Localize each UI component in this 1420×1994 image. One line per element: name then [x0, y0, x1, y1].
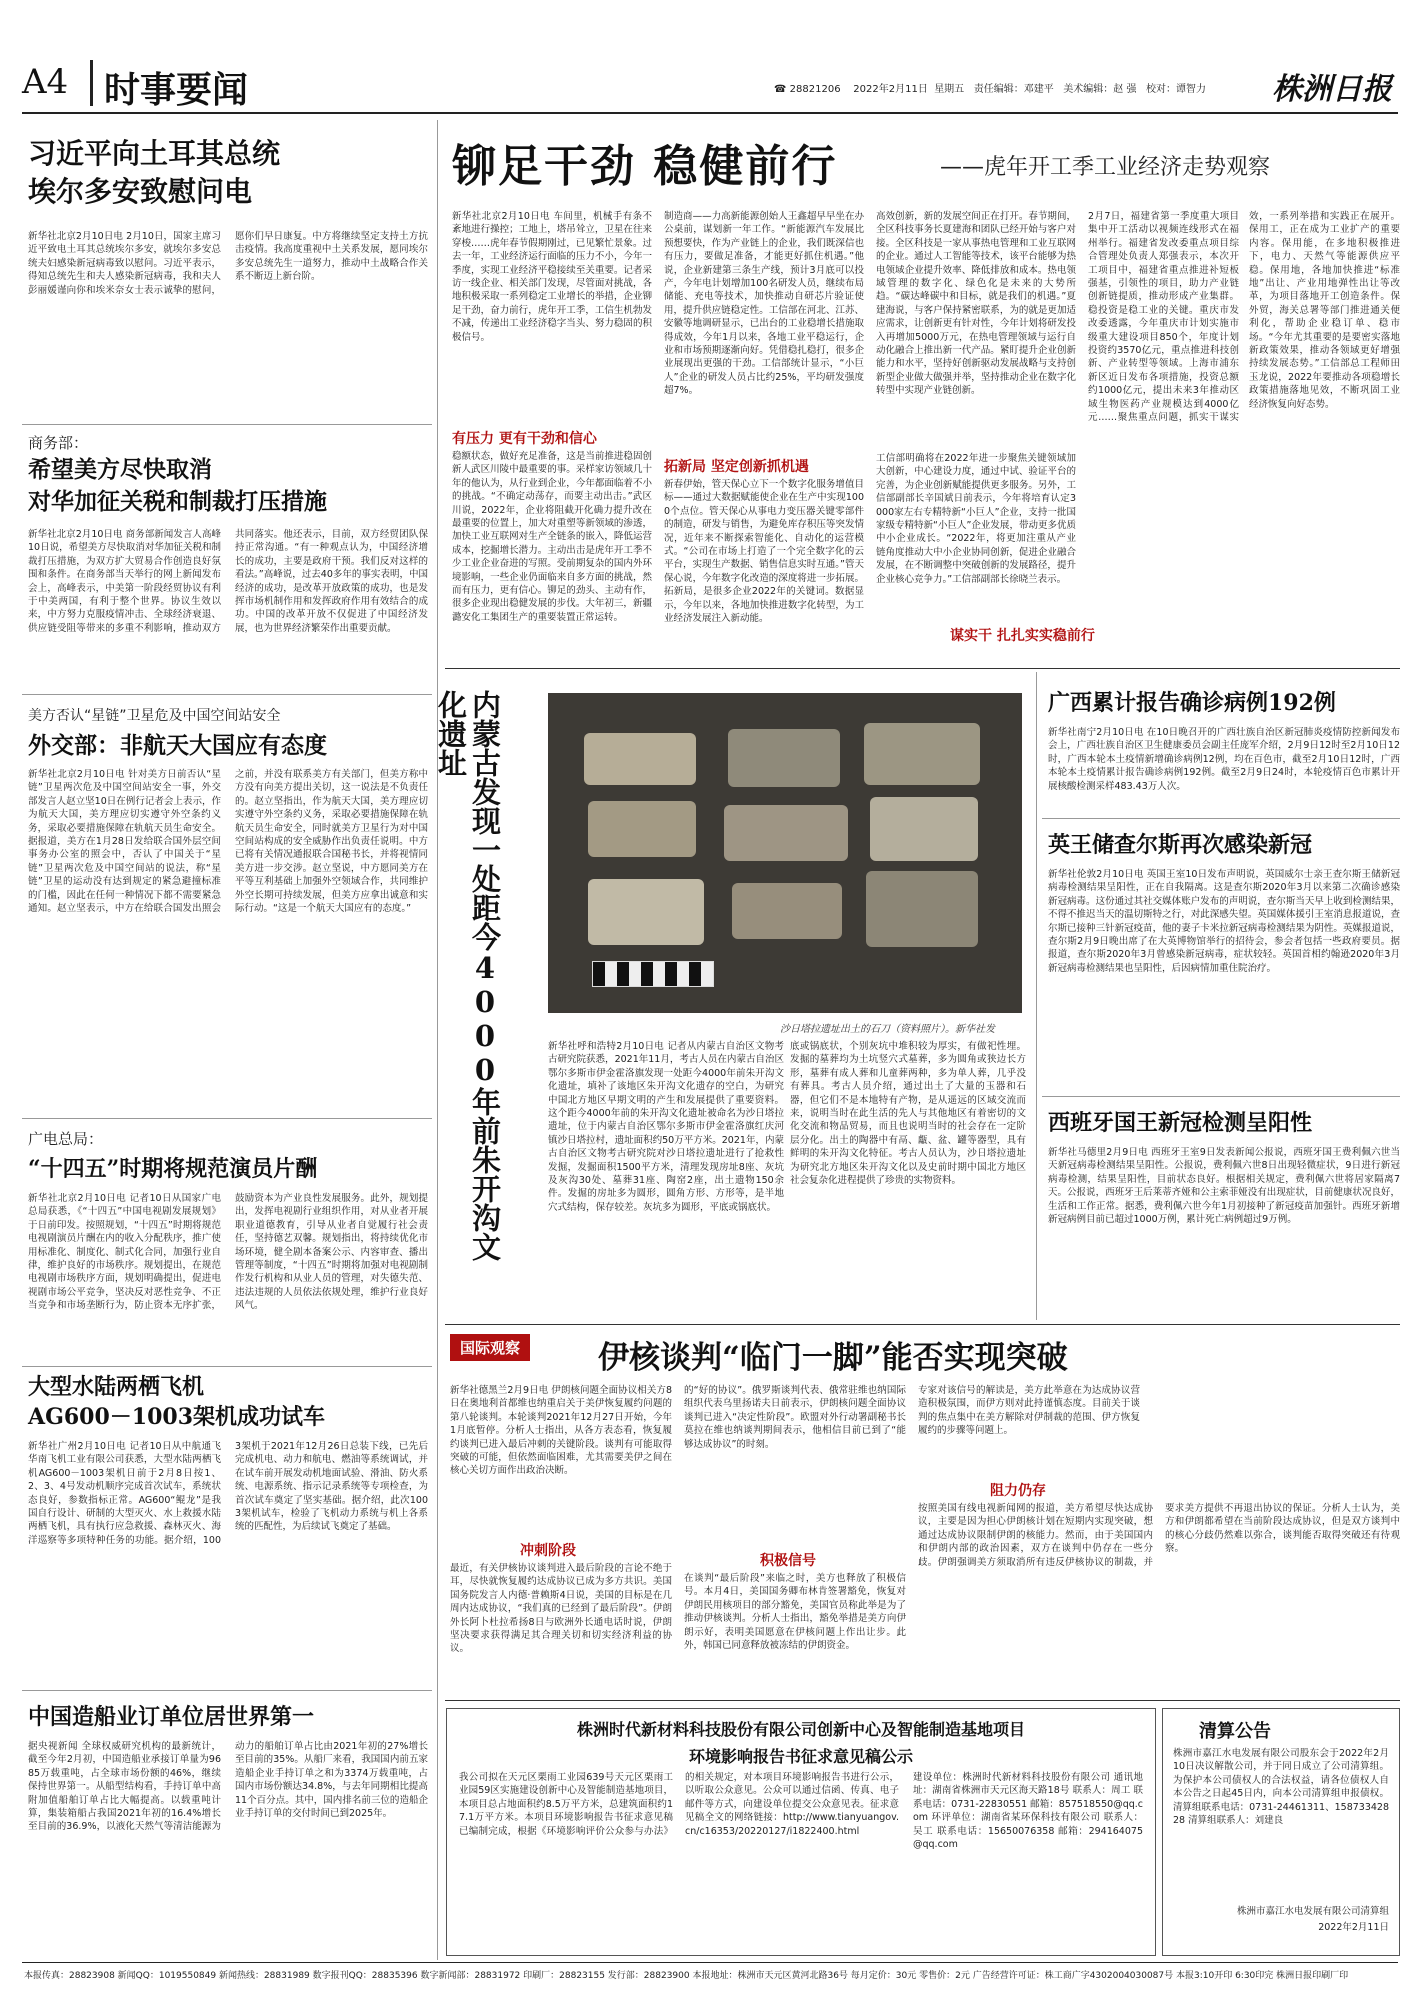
- lead-subhead-1: 有压力 更有干劲和信心: [452, 431, 597, 447]
- right2-body: 新华社伦敦2月10日电 英国王室10日发布声明说，英国威尔士亲王查尔斯王储新冠病毒检测结果呈阳性，正在自我隔离。这是查尔斯2020年3月以来第二次确诊感染新冠病毒。这份通过其社交媒体账户发布的声明说，查尔斯当天早上收到检测结果，不得不推迟当天的温切斯特之行，对此深感失望。英国媒体援引王室消息报道说，查尔斯已接种三针新冠疫苗，他的妻子卡米拉新冠病毒检测结果为阴性。英媒报道说，查尔斯2月9日晚出席了在大英博物馆举行的招待会，参会者包括一些政府要员。据报道，查尔斯2020年3月曾感染新冠病毒，症状较轻。英国首相约翰逊2020年3月新冠病毒检测结果也呈阳性，后因病情加重住院治疗。: [1048, 869, 1400, 974]
- intl-body-5: 专家对该信号的解读是，美方此举意在为达成协议营造积极氛围，而伊方则对此持谨慎态度。目前关于谈判的焦点集中在美方解除对伊制裁的范围、伊方恢复履约的步骤等问题上。: [918, 1385, 1140, 1437]
- stone-knife: [728, 729, 840, 787]
- right3-title: 西班牙国王新冠检测呈阳性: [1048, 1110, 1313, 1136]
- art3-kicker: 美方否认“星链”卫星危及中国空间站安全: [28, 708, 281, 724]
- lead-body-6: 工信部明确将在2022年进一步聚焦关键领域加大创新，中心建设力度，通过中试、验证平台的完善，为企业创新赋能提供更多服务。另外，工信部副部长辛国斌日前表示，今年将培育认定3000家左右专精特新“小巨人”企业，支持一批国家级专精特新“小巨人”企业发展，带动更多优质中小企业成长。“2022年，将更加注重从产业链角度推动大中小企业协同创新，促进企业融合发展，在不断调整中突破创新的发展路径，提升企业核心竞争力。”工信部副部长徐晓兰表示。: [876, 453, 1076, 585]
- lead-body-7: 2月7日，福建省第一季度重大项目集中开工活动以视频连线形式在福州举行。福建省发改委重点项目综合管理处负责人郑强表示，本次开工项目中，福建省重点推进补短板强基，引领性的项目，助力产业链创新链提质，推动形成产业集群。稳投资是稳工业的关键。重庆市发改委透露，今年重庆市计划实施市级重大建设项目850个，年度计划投资约3570亿元，重点推进科技创新、产业转型等领域。上海市浦东新区近日发布各项措施，投资总额约1000亿元，提出未来3年推动区域生物医药产业规模达到4000亿元……聚焦重点问题，抓实干谋实效，一系列举措和实践正在展开。保用工，正在成为工业扩产的重要内容。保用能，在多地积极推进下，电力、天然气等能源供应平稳。保用地，各地加快推进“标准地”出让、产业用地弹性出让等改革，为项目落地开工创造条件。保外贸，海关总署等部门推进通关便利化，帮助企业稳订单、稳市场。“今年尤其重要的是要密实落地新政策效果，推动各领域更好增强持续发展态势。”工信部总工程师田玉龙说，2022年要推动各项稳增长政策措施落地见效，不断巩固工业经济恢复向好态势。: [1088, 211, 1400, 424]
- stone-knife: [724, 805, 848, 861]
- art5-title-line1: 大型水陆两栖飞机: [28, 1374, 205, 1400]
- art4-kicker: 广电总局：: [28, 1130, 104, 1148]
- header-editor: 责任编辑：邓建平: [973, 84, 1054, 95]
- right3-body: 新华社马德里2月9日电 西班牙王室9日发表新闻公报说，西班牙国王费利佩六世当天新冠病毒检测结果呈阳性。公报说，费利佩六世8日出现轻微症状，9日进行新冠病毒检测，结果呈阳性，目前状态良好。根据相关规定，费利佩六世将居家隔离7天。公报说，西班牙王后莱蒂齐娅和公主索菲娅没有出现症状，目前健康状况良好，生活和工作正常。据悉，费利佩六世今年1月初接种了新冠疫苗加强针。西班牙新增新冠病例目前已超过1000万例，累计死亡病例超过9万例。: [1048, 1147, 1400, 1226]
- inner-vertical-title: 内蒙古发现一处距今4000年前朱开沟文化遗址: [434, 690, 502, 1261]
- stone-knife: [588, 801, 696, 857]
- divider: [22, 694, 432, 695]
- art3-body: 新华社北京2月10日电 针对美方日前否认“星链”卫星两次危及中国空间站安全一事，外交部发言人赵立坚10日在例行记者会上表示，作为航天大国，美方理应切实遵守外空条约义务，采取必要措施保障在轨航天员生命安全。据报道，美方在1月28日发给联合国外层空间事务办公室的照会中，否认了中国关于“星链”卫星两次危及中国空间站的说法，称“星链”卫星的运动没有达到规定的紧急避撞标准的门槛，因此在任何一种情况下都不需要紧急通知。赵立坚表示，中方在给联合国发出照会之前，并没有联系美方有关部门，但美方称中方没有向美方提出关切，这一说法是不负责任的。赵立坚指出，作为航天大国，美方理应切实遵守外空条约义务，采取必要措施保障在轨航天员生命安全，同时就美方卫星行为对中国空间站构成的安全威胁作出负责任说明。中方已将有关情况通报联合国秘书长，并将视情同美方进一步交涉。赵立坚说，中方愿同美方在平等互利基础上加强外空领域合作，共同维护外空长期可持续发展，但美方应拿出诚意和实际行动。“这是一个航天大国应有的态度。”: [28, 769, 428, 915]
- art2-title-line1: 希望美方尽快取消: [28, 456, 212, 483]
- divider: [1042, 1096, 1400, 1097]
- ad1-contact: 建设单位：株洲时代新材料科技股份有限公司 通讯地址：湖南省株洲市天元区海天路18号 联系人：周工 联系电话：0731-22830551 邮箱：857518550@qq.com 环评单位：湖南省某环保科技有限公司 联系人：吴工 联系电话：15650076358 邮箱：294164075@qq.com: [913, 1772, 1143, 1851]
- art1-title-line2: 埃尔多安致慰问电: [28, 175, 253, 208]
- page-number: A4: [22, 62, 69, 102]
- divider: [22, 1690, 432, 1691]
- lead-subtitle: ——虎年开工季工业经济走势观察: [940, 155, 1271, 180]
- stone-knife: [732, 883, 842, 939]
- divider: [1042, 818, 1400, 819]
- ad-liquidation: [1162, 1708, 1400, 1956]
- header-art-editor: 美术编辑：赵 强: [1063, 84, 1137, 95]
- header-proof: 校对：谭智力: [1146, 84, 1207, 95]
- column-divider: [1036, 672, 1037, 1320]
- inner-body-2: 底或锅底状，个别灰坑中堆积较为厚实，有做祀性埋。发掘的墓葬均为土坑竖穴式墓葬，多为圆角或狭边长方形，墓葬有成人葬和儿童葬两种，多为单人葬，几乎没有葬具。考古人员介绍，通过出土了大量的玉器和石器，但它们不是本地特有产物，是从遥远的区域交流而来，说明当时在此生活的先人与其他地区有着密切的文化交流和物品贸易，而且也说明当时的社会存在一定阶层分化。出土的陶器中有鬲、甗、盆、罐等器型，具有鲜明的朱开沟文化特征。考古人员认为，沙日塔拉遗址为研究北方地区朱开沟文化以及史前时期中国北方地区社会复杂化进程提供了珍贵的实物资料。: [790, 1041, 1026, 1187]
- ad2-body: 株洲市嘉江水电发展有限公司股东会于2022年2月10日决议解散公司，并于同日成立了公司清算组。为保护本公司债权人的合法权益，请各位债权人自本公告之日起45日内，向本公司清算组申报债权。清算组联系电话：0731-24461311、15873342828 清算组联系人：刘建良: [1173, 1748, 1389, 1827]
- intl-subhead-3: 阻力仍存: [990, 1483, 1046, 1499]
- divider: [22, 424, 432, 425]
- lead-body-3: 制造商——力高新能源创始人王鑫超早早坐在办公桌前，谋划新一年工作。“新能源汽车发展比预想要快，作为产业链上的企业，我们既深信也有压力，要做足准备，才能更好抓住机遇。”他说，企业新建第三条生产线，预计3月底可以投产，今年电计划增加100名研发人员，继续布局储能、充电等技术，加快推动自研芯片验证使用，提升供应链稳定性。工信部在河北、江苏、安徽等地调研显示，已出台的工业稳增长措施取得成效，今年1月以来，各地工业平稳运行，企业和市场预期逐渐向好。凭借稳扎稳打，很多企业展现出更强的干劲。工信部统计显示，“小巨人”企业的研发人员占比约25%，平均研发强度超7%。: [664, 211, 864, 397]
- art6-body: 据央视新闻 全球权威研究机构的最新统计，截至今年2月初，中国造船业承接订单量为9685万载重吨，占全球市场份额的46%，继续保持世界第一。从船型结构看，手持订单中高附加值船舶订单占比大幅提高。以载重吨计算，集装箱船占我国2021年初的16.4%增长至目前的36.9%，以液化天然气等清洁能源为动力的船舶订单占比由2021年初的27%增长至目前的35%。从船厂来看，我国国内前五家造船企业手持订单之和为3374万载重吨，占国内市场份额达34.8%，与去年同期相比提高11个百分点。其中，国内排名前三位的造船企业手持订单的交付时间已到2025年。: [28, 1741, 428, 1833]
- ad2-title: 清算公告: [1199, 1721, 1271, 1742]
- photo-caption: 沙日塔拉遗址出土的石刀（资料照片）。新华社发: [780, 1024, 995, 1035]
- art4-body: 新华社北京2月10日电 记者10日从国家广电总局获悉，《“十四五”中国电视剧发展规划》于日前印发。按照规划，“十四五”时期将规范电视剧演员片酬在内的收入分配秩序，推广使用标准化、制度化、制式化合同，加强行业自律，维护良好的市场秩序。规划提出，在规范电视剧市场秩序方面，规划明确提出，促进电视剧市场公平竞争，坚决反对恶性竞争、不正当竞争和市场垄断行为，防止资本无序扩张，鼓励资本为产业良性发展服务。此外，规划提出，发挥电视剧行业组织作用，对从业者开展职业道德教育，引导从业者自觉履行社会责任，坚持德艺双馨。规划指出，将持续优化市场环境，健全剧本备案公示、内容审查、播出管理等制度，“十四五”时期将加强对电视剧制作发行机构和从业人员的管理，对失德失范、违法违规的人员依法依规处理，维护行业良好风气。: [28, 1193, 428, 1312]
- right1-body: 新华社南宁2月10日电 在10日晚召开的广西壮族自治区新冠肺炎疫情防控新闻发布会上，广西壮族自治区卫生健康委员会副主任庞军介绍，2月9日12时至2月10日12时，广西本轮本土疫情新增确诊病例12例，均在百色市，截至2月10日12时，广西本轮本土疫情累计报告确诊病例192例。截至2月9日24时，本轮疫情百色市累计开展核酸检测采样483.43万人次。: [1048, 727, 1400, 792]
- artifact-photo: [548, 693, 1022, 1013]
- lead-body-1: 新华社北京2月10日电 车间里，机械手有条不紊地进行操控；工地上，塔吊耸立，卫星在往来穿梭……虎年春节假期刚过，已见繁忙景象。过去一年，工业经济运行面临的压力不小，今年一季度，实现工业经济平稳接续至关重要。记者采访一线企业、相关部门发现，尽管面对挑战，各地积极采取一系列稳定工业增长的举措，企业铆足干劲，奋力前行，虎年开工季，工信生机勃发不减，传递出工业经济稳字当头、努力稳固的积极信号。: [452, 211, 652, 343]
- art2-kicker: 商务部：: [28, 434, 89, 452]
- ad1-body: 我公司拟在天元区栗雨工业园639号天元区栗雨工业园59区实施建设创新中心及智能制造基地项目，本项目总占地面积约8.5万平方米，总建筑面积约17.1万平方米。本项目环境影响报告书征求意见稿已编制完成，根据《环境影响评价公众参与办法》的相关规定，对本项目环境影响报告书进行公示，以听取公众意见。公众可以通过信函、传真、电子邮件等方式，向建设单位提交公众意见表。征求意见稿全文的网络链接：http://www.tianyuangov.cn/c16353/20220127/i1822400.html: [459, 1772, 899, 1837]
- ad1-title2: 环境影响报告书征求意见稿公示: [688, 1747, 913, 1766]
- art5-title: [28, 1372, 438, 1432]
- ad2-date: 2022年2月11日: [1318, 1922, 1389, 1933]
- ad2-sign: 株洲市嘉江水电发展有限公司清算组: [1236, 1906, 1389, 1917]
- art1-title-line1: 习近平向土耳其总统: [28, 137, 281, 170]
- art1-title: [28, 135, 428, 211]
- stone-knife: [864, 723, 980, 785]
- divider: [22, 1118, 432, 1119]
- lead-body-5: 高效创新，新的发展空间正在打开。春节期间，全区科技事务长夏建海和团队已经开始与客户对接。全区科技是一家从事热电管理和工业互联网的企业。通过人工智能等技术，该平台能够为热电领域企业提升效率、降低排放和成本。热电领域管理的数字化、绿色化是未来的大势所趋。“碳达峰碳中和目标，就是我们的机遇。”夏建海说，与客户保持紧密联系，为的就是更加适应需求，让创新更有针对性，今年计划将研发投入再增加5000万元，在热电管理领域与运行自动化融合上推出新一代产品。紧盯提升企业创新能力和水平，坚持好创新驱动发展战略与支持创新型企业做大做强并举，坚持推动企业在数字化转型中实现产业链创新。: [876, 211, 1076, 397]
- intl-subhead-1: 冲刺阶段: [520, 1543, 576, 1559]
- intl-title: 伊核谈判“临门一脚”能否实现突破: [598, 1340, 1068, 1376]
- lead-subhead-3: 谋实干 扎扎实实稳前行: [950, 628, 1095, 644]
- art4-title: “十四五”时期将规范演员片酬: [28, 1156, 318, 1182]
- intl-body-4: 在谈判“最后阶段”来临之时，美方也释放了积极信号。本月4日，美国国务卿布林肯签署豁免，恢复对伊朗民用核项目的部分豁免，美国官员称此举是为了推动伊核谈判。分析人士指出，豁免举措是美方向伊朗示好，表明美国愿意在伊核问题上作出让步。此外，韩国已同意释放被冻结的伊朗资金。: [684, 1573, 906, 1652]
- art2-title-line2: 对华加征关税和制裁打压措施: [28, 488, 327, 515]
- lead-body-2: 稳额状态，做好充足准备，这是当前推进稳固创新人武区川陵中最重要的事。采样家访领域几十年的他认为，从行业到企业，今年都面临着不小的挑战。“不确定动荡存，而要主动出击。”武区川说，2022年，企业将阻截开化确力提升改在最重要的位置上，加大对重塑等新领域的渗透，加快工业互联网对生产全链条的嵌入，降低运营成本，挖掘增长潜力。主动出击是虎年开工季不少工业企业奋进的写照。受前期复杂的国内外环境影响，一些企业仍面临来自多方面的挑战，然而有压力，更有信心。铆足的劲头、主动有作，很多企业现出稳健发展的步伐。大年初三，新疆潞安化工集团生产的重要装置正常运转。: [452, 451, 652, 623]
- intl-body-6: 按照美国有线电视新闻网的报道，美方希望尽快达成协议，主要是因为担心伊朗核计划在短期内实现突破，想通过达成协议限制伊朗的核能力。然而，由于美国国内和伊朗内部的政治因素，双方在谈判中仍存在一些分歧。伊朗强调美方须取消所有违反伊核协议的制裁，并要求美方提供不再退出协议的保证。分析人士认为，美方和伊朗都希望在当前阶段达成协议，但是双方谈判中的核心分歧仍然难以弥合，谈判能否取得突破还有待观察。: [918, 1503, 1400, 1568]
- header-tel: 28821206: [789, 84, 841, 95]
- ad-environmental: [446, 1708, 1156, 1956]
- stone-knife: [870, 797, 978, 861]
- stone-knife: [588, 879, 704, 945]
- scale-ruler: [592, 961, 714, 987]
- art2-title: [28, 454, 438, 518]
- art5-body: 新华社广州2月10日电 记者10日从中航通飞华南飞机工业有限公司获悉，大型水陆两栖飞机AG600－1003架机日前于2月8日按1、2、3、4号发动机顺序完成首次试车，系统状态良好，参数指标正常。AG600“鲲龙”是我国自行设计、研制的大型灭火、水上救援水陆两栖飞机，具有执行应急救援、森林灭火、海洋巡察等多项特种任务的功能。据介绍，1003架机于2021年12月26日总装下线，已先后完成机电、动力和航电、燃油等系统调试，并在试车前开展发动机地面试验、滑油、防火系统、电源系统、指示记录系统等专项检查，为首次试车奠定了坚实基础。据介绍，此次1003架机试车，检验了飞机动力系统与机上各系统的匹配性，为后续试飞奠定了基础。: [28, 1441, 428, 1546]
- lead-subhead-2: 拓新局 坚定创新抓机遇: [664, 459, 809, 475]
- inner-body-1: 新华社呼和浩特2月10日电 记者从内蒙古自治区文物考古研究院获悉，2021年11月，考古人员在内蒙古自治区鄂尔多斯市伊金霍洛旗发现一处距今4000年前朱开沟文化遗址，填补了该地区朱开沟文化遗存的空白，为研究中国北方地区早期文明的产生和发展提供了重要资料。这个距今4000年前的朱开沟文化遗址被命名为沙日塔拉遗址，位于内蒙古自治区鄂尔多斯市伊金霍洛旗红庆河镇沙日塔拉村，遗址面积约50万平方米。2021年，内蒙古自治区文物考古研究院对沙日塔拉遗址进行了抢救性发掘，发掘面积1500平方米，清理发现房址8座、灰坑及灰沟30处、墓葬31座、陶窑2座，出土遗物150余件。发掘的房址多为圆形，圆角方形、方形等，是半地穴式结构，保存较差。灰坑多为圆形，平底或锅底状。: [548, 1041, 784, 1213]
- intl-body-3: 的“好的协议”。俄罗斯谈判代表、俄常驻维也纳国际组织代表乌里扬诺夫日前表示，伊朗核问题全面协议谈判已进入“决定性阶段”。欧盟对外行动署副秘书长莫拉在维也纳谈判期间表示，他相信目前已到了“能够达成协议”的时刻。: [684, 1385, 906, 1450]
- divider: [22, 1366, 432, 1367]
- art6-title: 中国造船业订单位居世界第一: [28, 1704, 315, 1730]
- column-divider: [437, 120, 438, 1960]
- stone-knife: [584, 733, 696, 785]
- footer-rule: [22, 1962, 1398, 1963]
- right2-title: 英王储查尔斯再次感染新冠: [1048, 832, 1313, 858]
- intl-body-2: 最近，有关伊核协议谈判进入最后阶段的言论不绝于耳，尽快就恢复履约达成协议已成为多方共识。美国国务院发言人内德·普赖斯4日说，美国的目标是在几周内达成协议，“我们真的已经到了最后阶段”。伊朗外长阿卜杜拉希扬8日与欧洲外长通电话时说，伊朗坚决要求获得满足其合理关切和切实经济利益的协议。: [450, 1563, 672, 1655]
- page-number-divider: [90, 60, 93, 106]
- lead-body-4: 新春伊始，管天保心立下一个数字化服务增值目标——通过大数据赋能使企业在生产中实现1000个点位。管天保心从事电力变压器关键零部件的制造，研发与销售，为避免库存积压等突发情况，近年来不断探索智能化、自动化的运营模式。“公司在市场上打造了一个完全数字化的云平台，实现生产数据、销售信息实时互通。”管天保心说，今年数字化改造的深度将进一步拓展。拓新局，是很多企业2022年的关键词。数据显示，今年以来，各地加快推进数字化转型，为工业经济发展注入新动能。: [664, 479, 864, 625]
- masthead-logo: 株洲日报: [1272, 72, 1392, 107]
- divider: [445, 1324, 1400, 1325]
- divider: [445, 668, 1400, 669]
- intl-body-1: 新华社德黑兰2月9日电 伊朗核问题全面协议相关方8日在奥地利首都维也纳重启关于美伊恢复履约问题的第八轮谈判。本轮谈判2021年12月27日开始，今年1月底暂停。分析人士指出，从各方表态看，恢复履约谈判已进入最后冲刺的关键阶段。谈判有可能取得突破的可能，但依然面临困难，尤其需要美伊之间在核心关切方面作出政治决断。: [450, 1385, 672, 1477]
- section-title: 时事要闻: [104, 69, 249, 111]
- header-info: [774, 80, 1206, 95]
- art1-body: 新华社北京2月10日电 2月10日，国家主席习近平致电土耳其总统埃尔多安，就埃尔多安总统夫妇感染新冠病毒致以慰问。习近平表示，得知总统先生和夫人感染新冠病毒，我和夫人彭丽媛谨向你和埃米奈女士表示诚挚的慰问，愿你们早日康复。中方将继续坚定支持土方抗击疫情。我高度重视中土关系发展，愿同埃尔多安总统先生一道努力，推动中土战略合作关系不断迈上新台阶。: [28, 231, 428, 296]
- art5-title-line2: AG600－1003架机成功试车: [28, 1404, 326, 1430]
- stone-knife: [866, 871, 978, 947]
- header-rule: [22, 112, 1398, 114]
- right1-title: 广西累计报告确诊病例192例: [1048, 690, 1336, 716]
- header-date: 2022年2月11日: [853, 84, 928, 95]
- header-weekday: 星期五: [934, 84, 965, 95]
- phone-icon: ☎: [774, 84, 787, 95]
- divider: [445, 1700, 1400, 1701]
- lead-title: 铆足干劲 稳健前行: [452, 141, 838, 192]
- ad1-title: 株洲时代新材料科技股份有限公司创新中心及智能制造基地项目: [576, 1720, 1025, 1739]
- footer-info: 本报传真：28823908 新闻QQ：1019550849 新闻热线：28831989 数字报刊QQ：28835396 数字新闻部：28831972 印刷厂：28823155 发行部：28823900 本报地址：株洲市天元区黄河北路36号 每月定价：30元 零售价：2元 广告经营许可证：株工商广字4302004030087号 本报3:10开印 6:30印完 株洲日报印刷厂印: [24, 1971, 1349, 1981]
- art2-body: 新华社北京2月10日电 商务部新闻发言人高峰10日说，希望美方尽快取消对华加征关税和制裁打压措施，为双方扩大贸易合作创造良好氛围和条件。在商务部当天举行的网上新闻发布会上，高峰表示，中美第一阶段经贸协议有利于中美两国，有利于整个世界。协议生效以来，中方努力克服疫情冲击、全球经济衰退、供应链受阻等带来的多重不利影响，推动双方共同落实。他还表示，目前，双方经贸团队保持正常沟通。“有一种观点认为，中国经济增长的成功，主要是政府干预。我们反对这样的看法。”高峰说，过去40多年的事实表明，中国经济的成功，是改革开放政策的成功，也是发挥市场机制作用和发挥政府作用有效结合的成功。中国的改革开放不仅促进了中国经济发展，也为世界经济繁荣作出重要贡献。: [28, 529, 428, 634]
- intl-subhead-2: 积极信号: [760, 1553, 816, 1569]
- art3-title: 外交部：非航天大国应有态度: [28, 732, 327, 759]
- intl-tag: 国际观察: [450, 1334, 530, 1361]
